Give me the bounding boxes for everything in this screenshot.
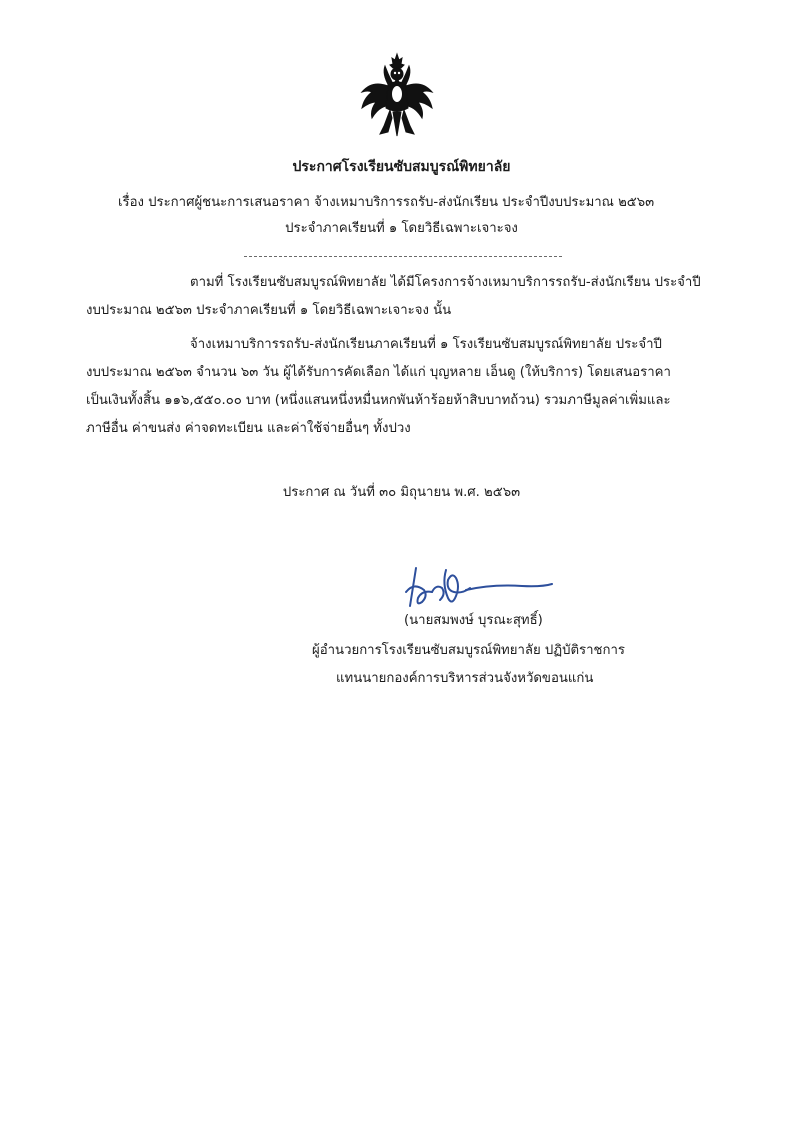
document-title: ประกาศโรงเรียนซับสมบูรณ์พิทยาลัย [292,159,511,175]
paragraph-1-line-2: งบประมาณ ๒๕๖๓ ประจำภาคเรียนที่ ๑ โดยวิธีเฉพาะเจาะจง นั้น [86,303,452,318]
signatory-position-line-1: ผู้อำนวยการโรงเรียนซับสมบูรณ์พิทยาลัย ปฏิบัติราชการ [312,643,625,658]
garuda-emblem-icon [358,52,436,138]
paragraph-2-line-3: เป็นเงินทั้งสิ้น ๑๑๖,๕๕๐.๐๐ บาท (หนึ่งแสนหนึ่งหมื่นหกพันห้าร้อยห้าสิบบาทถ้วน) รวมภาษีมูลค่าเพิ่มและ [86,393,671,408]
announcement-date: ประกาศ ณ วันที่ ๓๐ มิถุนายน พ.ศ. ๒๕๖๓ [282,485,521,500]
signatory-position-line-2: แทนนายกองค์การบริหารส่วนจังหวัดขอนแก่น [336,671,594,686]
paragraph-2-line-1: จ้างเหมาบริการรถรับ-ส่งนักเรียนภาคเรียนที่ ๑ โรงเรียนซับสมบูรณ์พิทยาลัย ประจำปี [190,337,662,352]
subject-line-2: ประจำภาคเรียนที่ ๑ โดยวิธีเฉพาะเจาะจง [285,221,518,236]
paragraph-2-line-4: ภาษีอื่น ค่าขนส่ง ค่าจดทะเบียน และค่าใช้จ่ายอื่นๆ ทั้งปวง [86,421,411,436]
signatory-name: (นายสมพงษ์ บุรณะสุทธิ์) [404,613,543,628]
paragraph-1-line-1: ตามที่ โรงเรียนซับสมบูรณ์พิทยาลัย ได้มีโครงการจ้างเหมาบริการรถรับ-ส่งนักเรียน ประจำปี [190,275,701,290]
dashed-divider [244,256,562,257]
handwritten-signature [402,562,562,614]
paragraph-2-line-2: งบประมาณ ๒๕๖๓ จำนวน ๖๓ วัน ผู้ได้รับการคัดเลือก ได้แก่ บุญหลาย เอ็นดู (ให้บริการ) โดยเสนอราคา [86,365,671,380]
subject-line-1: เรื่อง ประกาศผู้ชนะการเสนอราคา จ้างเหมาบริการรถรับ-ส่งนักเรียน ประจำปีงบประมาณ ๒๕๖๓ [118,195,655,210]
